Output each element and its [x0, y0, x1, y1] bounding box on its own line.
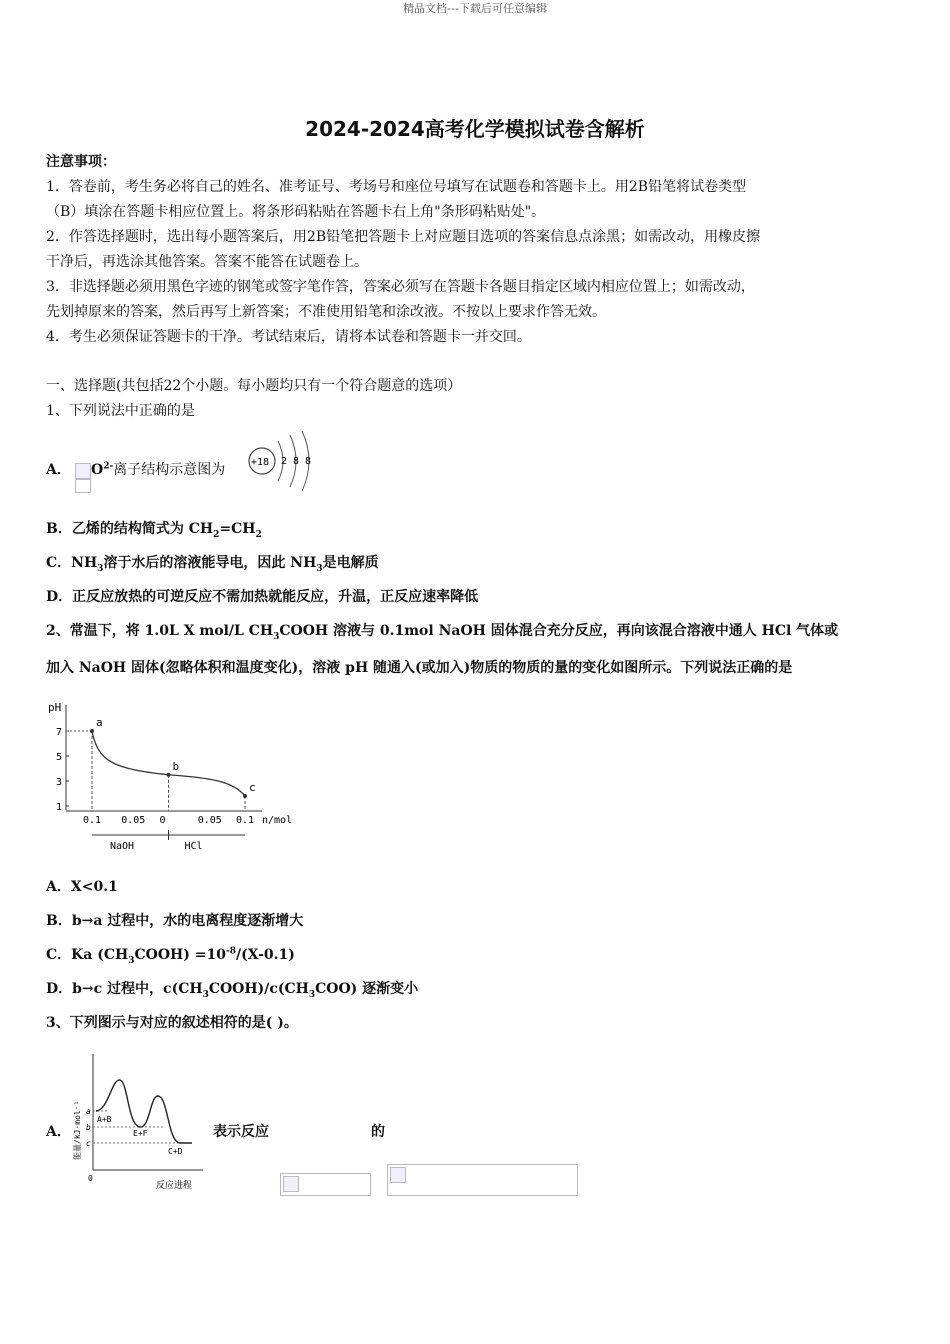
- x-tick-label: 0.1: [83, 815, 102, 826]
- energy-xlabel: 反应进程: [156, 1181, 193, 1191]
- q2-option-c: C．Ka $(CH_3COOH) =10^{-8}/(X-0.1)$: [46, 946, 295, 966]
- q2-c-part2: COOH) =10: [134, 947, 226, 963]
- ph-chart: [40, 695, 310, 855]
- data-point: [167, 773, 171, 777]
- broken-image-icon: [75, 463, 91, 479]
- energy-ylabel: 能量/kJ·mol⁻¹: [73, 1100, 82, 1160]
- q1-option-a-text: [91, 459, 225, 479]
- notice-heading: 注意事项：: [46, 154, 116, 170]
- data-point: [90, 729, 94, 733]
- shell-2-count: 8: [293, 456, 300, 467]
- notice-line: 先划掉原来的答案，然后再写上新答案；不准使用铅笔和涂改液。不按以上要求作答无效。: [46, 304, 606, 320]
- ion-desc: 离子结构示意图为: [113, 462, 226, 478]
- page-title: 2024-2024高考化学模拟试卷含解析: [305, 117, 645, 141]
- ion-symbol: O: [91, 462, 104, 478]
- q3-a-text2: 的: [371, 1124, 385, 1140]
- q3-option-a-label: A．: [46, 1124, 71, 1140]
- q2-d-part3: COO) 逐渐变小: [315, 981, 419, 997]
- x-tick-label: 0: [159, 815, 166, 826]
- q2-stem-line2: 加入 NaOH 固体(忽略体积和温度变化)，溶液 pH 随通入(或加入)物质的物质的量的变化如图所示。下列说法正确的是: [46, 660, 793, 676]
- point-label: b: [172, 759, 180, 773]
- q2-line1b: COOH 溶液与 0.1mol NaOH 固体混合充分反应，再向该混合溶液中通人 HCl 气体或: [279, 623, 839, 639]
- q2-c-exponent: -8: [226, 946, 236, 957]
- y-tick-label: 1: [56, 802, 63, 813]
- option-b-text: B．乙烯的结构简式为 CH: [46, 521, 214, 537]
- ion-charge: 2-: [103, 461, 114, 472]
- embedded-image-placeholder: [387, 1164, 578, 1196]
- notice-line: 4．考生必须保证答题卡的干净。考试结束后，请将本试卷和答题卡一并交回。: [46, 329, 531, 345]
- notice-line: 1．答卷前，考生务必将自己的姓名、准考证号、考场号和座位号填写在试题卷和答题卡上。用2B铅笔将试卷类型: [46, 179, 747, 195]
- data-point: [243, 794, 247, 798]
- q2-c-part1: C．Ka (CH: [46, 947, 129, 963]
- section-label: HCl: [184, 841, 203, 852]
- q1-option-a: [46, 459, 71, 479]
- notice-line: （B）填涂在答题卡相应位置上。将条形码粘贴在答题卡右上角"条形码粘贴处"。: [46, 204, 546, 220]
- x-tick-label: 0.05: [197, 815, 222, 826]
- option-c-end: 是电解质: [322, 555, 379, 571]
- q2-stem-line1: 2、常温下，将 1.0L X mol/L $CH_3COOH$ 溶液与 0.1mol NaOH 固体混合充分反应，再向该混合溶液中通人 HCl 气体或: [46, 623, 839, 642]
- y-axis-label: pH: [48, 701, 62, 714]
- embedded-image-placeholder: [280, 1173, 371, 1196]
- q2-c-part3: /(X-0.1): [236, 947, 295, 963]
- energy-diagram: [68, 1048, 208, 1192]
- x-tick-label: 0.1: [236, 815, 255, 826]
- shell-3-count: 8: [305, 456, 312, 467]
- q2-option-a: A．X<0.1: [46, 879, 118, 895]
- y-tick-label: 7: [56, 727, 63, 738]
- notice-line: 2．作答选择题时，选出每小题答案后，用2B铅笔把答题卡上对应题目选项的答案信息点涂黑；如需改动，用橡皮擦: [46, 229, 761, 245]
- page-header: 精品文档---下载后可任意编辑: [403, 2, 547, 15]
- q2-d-part1: D．b→c 过程中，c(CH: [46, 981, 203, 997]
- ion-structure-diagram: [244, 429, 316, 495]
- q1-option-d: D．正反应放热的可逆反应不需加热就能反应，升温，正反应速率降低: [46, 589, 479, 605]
- broken-image-icon: [390, 1167, 406, 1183]
- y-tick-label: 5: [56, 752, 63, 763]
- q2-option-d: D．b→c 过程中，$c(CH_3COOH)/c(CH_3COO)$ 逐渐变小: [46, 981, 419, 1000]
- x-tick-label: 0.05: [121, 815, 146, 826]
- section-label: NaOH: [110, 841, 135, 852]
- energy-origin: 0: [88, 1174, 93, 1183]
- q2-line1a: 2、常温下，将 1.0L X mol/L CH: [46, 623, 274, 639]
- level-b: b: [86, 1123, 91, 1132]
- q2-option-b: B．b→a 过程中，水的电离程度逐渐增大: [46, 913, 304, 929]
- notice-line: 干净后，再选涂其他答案。答案不能答在试题卷上。: [46, 254, 368, 270]
- q1-option-b: B．乙烯的结构简式为 $CH_2=CH_2$: [46, 521, 262, 540]
- broken-image-icon: [283, 1176, 299, 1192]
- option-c-text: C．NH: [46, 555, 98, 571]
- section-heading: 一、选择题(共包括22个小题。每小题均只有一个符合题意的选项）: [46, 378, 462, 394]
- shell-1-count: 2: [281, 456, 288, 467]
- point-label: c: [249, 781, 256, 794]
- species-cd: C+D: [168, 1147, 183, 1156]
- level-a: a: [86, 1107, 91, 1116]
- notice-line: 3．非选择题必须用黑色字迹的钢笔或签字笔作答，答案必须写在答题卡各题目指定区域内相应位置上；如需改动，: [46, 279, 755, 295]
- q1-option-c: C．$NH_3$溶于水后的溶液能导电，因此 $NH_3$是电解质: [46, 555, 379, 574]
- q1-stem: 1、下列说法中正确的是: [46, 403, 195, 419]
- point-label: a: [96, 716, 103, 729]
- q3-a-text1: 表示反应: [213, 1124, 269, 1140]
- option-label: A．: [46, 462, 71, 478]
- level-c: c: [86, 1139, 91, 1148]
- y-tick-label: 3: [56, 777, 63, 788]
- x-axis-label: n/mol: [262, 815, 293, 826]
- species-ef: E+F: [133, 1129, 148, 1138]
- species-ab: A+B: [97, 1115, 112, 1124]
- option-c-rest: 溶于水后的溶液能导电，因此 NH: [103, 555, 317, 571]
- q2-d-part2: COOH)/c(CH: [208, 981, 309, 997]
- q3-stem: 3、下列图示与对应的叙述相符的是( )。: [46, 1015, 298, 1031]
- nucleus-label: +18: [251, 457, 270, 468]
- broken-image-frame: [75, 479, 91, 493]
